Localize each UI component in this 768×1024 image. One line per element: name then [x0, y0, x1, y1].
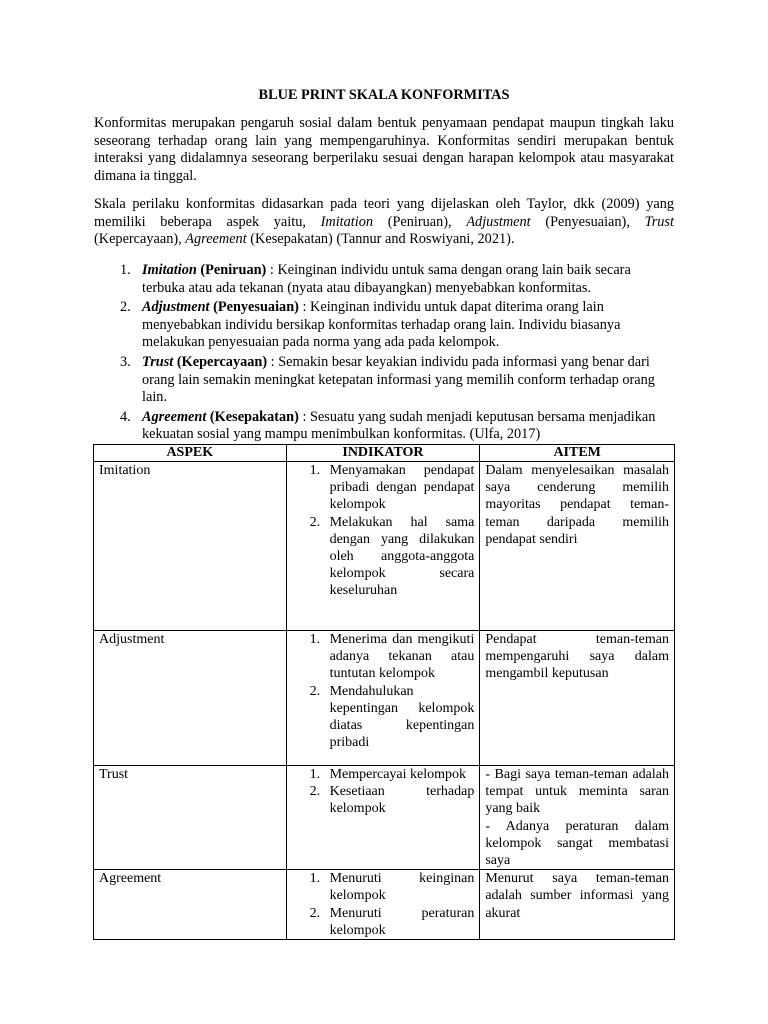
indikator-number: 2.: [309, 784, 321, 800]
aspect-description: : Keinginan individu untuk sama dengan orang lain baik secara terbuka atau ada tekanan (nyata atau dibayangkan) menyebabkan konformitas.: [142, 262, 631, 296]
theory-term-adjustment: Adjustment: [466, 213, 531, 230]
indikator-cell: [286, 870, 480, 940]
indikator-item: [292, 783, 475, 817]
aitem-cell: [480, 870, 675, 940]
indikator-text: Menuruti keinginan kelompok: [329, 871, 475, 904]
indikator-item: [292, 462, 475, 514]
indikator-cell: [286, 631, 480, 766]
indikator-number: 1.: [309, 463, 321, 478]
aitem-text: Menurut saya teman-teman adalah sumber informasi yang akurat: [485, 871, 669, 921]
header-aspek: ASPEK: [94, 445, 287, 462]
list-number: 2.: [120, 299, 131, 316]
theory-text-2: (Peniruan),: [373, 213, 467, 230]
indikator-list: [292, 766, 475, 818]
theory-term-agreement: Agreement: [185, 231, 247, 248]
theory-term-trust: Trust: [644, 213, 674, 230]
indikator-text: Mempercayai kelompok: [329, 767, 467, 782]
aspect-term: Imitation: [142, 262, 197, 278]
indikator-item: [292, 514, 475, 600]
aspect-translation: (Peniruan): [196, 262, 267, 278]
aspect-description: : Sesuatu yang sudah menjadi keputusan bersama menjadikan kekuatan sosial yang mampu menimbulkan konformitas. (Ulfa, 2017): [142, 408, 656, 443]
aspect-list-item: [94, 299, 674, 352]
intro-paragraph: Konformitas merupakan pengaruh sosial dalam bentuk penyamaan pendapat maupun tingkah laku seseorang terhadap orang lain yang mempengaruhinya. Konformitas sendiri merupakan bentuk interaksi yang didalamnya seseorang berperilaku sesuai dengan harapan kelompok atau masyarakat dimana ia tinggal.: [94, 115, 674, 184]
aspect-list-item: [94, 354, 674, 407]
table-header-row: [94, 445, 675, 462]
indikator-cell: [286, 766, 480, 870]
theory-text-3: (Penyesuaian),: [530, 213, 645, 230]
aitem-text: - Bagi saya teman-teman adalah tempat untuk meminta saran yang baik: [485, 767, 669, 817]
indikator-list: [292, 870, 475, 939]
indikator-number: 2.: [309, 683, 321, 699]
indikator-item: [292, 905, 475, 939]
aspect-translation: (Kesepakatan): [206, 408, 299, 425]
theory-text-5: (Kesepakatan) (Tannur and Roswiyani, 2021).: [246, 231, 515, 248]
aspect-description: : Keinginan individu untuk dapat diterima orang lain menyebabkan individu bersikap konformitas terhadap orang lain. Individu biasanya melakukan penyesuaian pada norma yang ada pada kelompok.: [142, 299, 621, 351]
theory-text-1: Skala perilaku konformitas didasarkan pada teori yang dijelaskan oleh Taylor, dkk (2009) yang memiliki beberapa aspek yaitu,: [94, 196, 674, 230]
indikator-item: [292, 870, 475, 904]
table-row: [94, 462, 675, 631]
document-title: BLUE PRINT SKALA KONFORMITAS: [258, 87, 510, 103]
indikator-number: 2.: [309, 514, 321, 530]
aspect-term: Agreement: [142, 408, 207, 425]
aspek-cell: Trust: [94, 766, 287, 870]
aspect-description: : Semakin besar keyakian individu pada informasi yang benar dari orang lain semakin meningkat ketepatan informasi yang memilih conform terhadap orang lain.: [142, 353, 655, 406]
indikator-item: [292, 766, 475, 783]
indikator-text: Mendahulukan kepentingan kelompok diatas kepentingan pribadi: [329, 683, 475, 751]
aitem-text: Dalam menyelesaikan masalah saya cenderung memilih mayoritas pendapat teman-teman daripada memilih pendapat sendiri: [485, 463, 669, 547]
aspect-list-item: [94, 409, 674, 444]
aspek-cell: Adjustment: [94, 631, 287, 766]
indikator-text: Menyamakan pendapat pribadi dengan pendapat kelompok: [329, 463, 475, 513]
aitem-text: - Adanya peraturan dalam kelompok sangat membatasi saya: [485, 818, 669, 869]
indikator-number: 1.: [309, 871, 321, 887]
indikator-number: 1.: [309, 632, 321, 647]
theory-term-imitation: Imitation: [320, 213, 374, 230]
aspect-list-item: [94, 262, 674, 297]
indikator-text: Menuruti peraturan kelompok: [329, 905, 475, 938]
indikator-text: Melakukan hal sama dengan yang dilakukan oleh anggota-anggota kelompok secara keseluruhan: [329, 514, 475, 599]
indikator-cell: [286, 462, 480, 631]
aitem-cell: [480, 631, 675, 766]
table-row: [94, 766, 675, 870]
aitem-text: Pendapat teman-teman mempengaruhi saya dalam mengambil keputusan: [485, 632, 669, 682]
theory-text-4: (Kepercayaan),: [94, 231, 186, 248]
indikator-number: 1.: [309, 767, 321, 782]
aitem-cell: [480, 462, 675, 631]
blueprint-table: [93, 444, 675, 940]
theory-paragraph: [94, 196, 674, 249]
aspek-cell: Imitation: [94, 462, 287, 631]
indikator-list: [292, 462, 475, 600]
indikator-number: 2.: [309, 905, 321, 921]
aspek-cell: Agreement: [94, 870, 287, 940]
indikator-text: Menerima dan mengikuti adanya tekanan atau tuntutan kelompok: [329, 632, 475, 682]
aspect-list: [94, 262, 674, 446]
header-indikator: INDIKATOR: [286, 445, 480, 462]
indikator-item: [292, 683, 475, 752]
aspect-translation: (Kepercayaan): [173, 353, 268, 370]
indikator-item: [292, 631, 475, 683]
aitem-cell: [480, 766, 675, 870]
table-row: [94, 631, 675, 766]
header-aitem: AITEM: [480, 445, 675, 462]
list-number: 1.: [120, 262, 131, 278]
table-row: [94, 870, 675, 940]
indikator-text: Kesetiaan terhadap kelompok: [329, 784, 475, 817]
aspect-term: Adjustment: [142, 299, 210, 316]
indikator-list: [292, 631, 475, 751]
list-number: 4.: [120, 408, 131, 425]
aspect-translation: (Penyesuaian): [209, 299, 299, 316]
list-number: 3.: [120, 353, 131, 370]
aspect-term: Trust: [142, 353, 174, 370]
